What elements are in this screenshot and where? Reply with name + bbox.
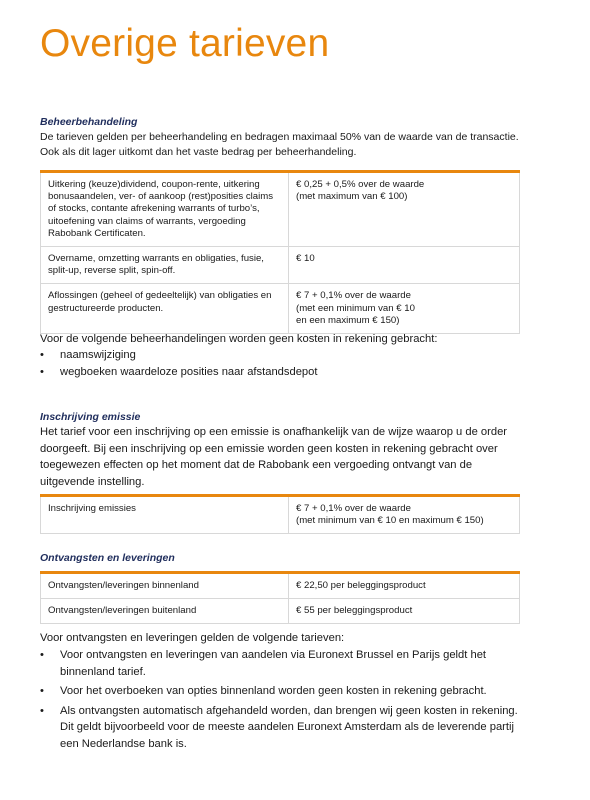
table-row [41,599,520,624]
list-item [40,703,520,753]
beheer-rates-table [40,170,520,334]
page-title: Overige tarieven [40,22,330,65]
rate-value: € 7 + 0,1% over de waarde (met minimum van € 10 en maximum € 150) [296,503,484,527]
ontvangsten-outro: Voor ontvangsten en leveringen gelden de volgende tarieven: [40,632,345,644]
rate-value: € 10 [296,253,315,265]
table-row [41,496,520,534]
bullet-icon: • [40,649,44,661]
bullet-icon: • [40,685,44,697]
beheer-intro: De tarieven gelden per beheerhandeling en bedragen maximaal 50% van de waarde van de transactie. Ook als dit lager uitkomt dan het vaste bedrag per beheerhandeling. [40,131,519,158]
table-cell-value [289,247,520,284]
table-cell-value [289,284,520,334]
rate-value: € 0,25 + 0,5% over de waarde (met maximum van € 100) [296,179,425,203]
list-item-text: Voor ontvangsten en leveringen van aandelen via Euronext Brussel en Parijs geldt het binnenland tarief. [60,649,487,678]
table-row [41,172,520,247]
table-cell-label: Ontvangsten/leveringen binnenland [41,573,289,599]
table-cell-label: Inschrijving emissies [41,496,289,534]
bullet-icon: • [40,349,44,361]
list-item [40,683,520,700]
table-cell-label: Ontvangsten/leveringen buitenland [41,599,289,624]
list-item-text: wegboeken waardeloze posities naar afstandsdepot [60,365,318,378]
list-item-text: Als ontvangsten automatisch afgehandeld worden, dan brengen wij geen kosten in rekening. Dit geldt bijvoorbeeld voor de meeste aandelen Euronext Amsterdam als de leverende partij een Nederlandse bank is. [60,704,518,750]
bullet-icon: • [40,704,44,717]
no-cost-intro: Voor de volgende beheerhandelingen worden geen kosten in rekening gebracht: [40,333,438,345]
table-cell-label: Overname, omzetting warrants en obligaties, fusie, split-up, reverse split, spin-off. [41,247,289,284]
list-item [40,347,520,364]
table-row [41,284,520,334]
rate-value: € 7 + 0,1% over de waarde (met een minimum van € 10 en een maximum € 150) [296,290,415,326]
table-cell-value [289,172,520,247]
emissie-intro: Het tarief voor een inschrijving op een emissie is onafhankelijk van de wijze waarop u de order doorgeeft. Bij een inschrijving op een emissie worden geen kosten in rekening gebracht over toegewezen effecten op het moment dat de Rabobank een vergoeding ontvangt van de uitgevende instelling. [40,426,508,488]
table-cell-value: € 22,50 per beleggingsproduct [289,573,520,599]
table-cell-label: Aflossingen (geheel of gedeeltelijk) van obligaties en gestructureerde producten. [41,284,289,334]
section-heading-ontvangsten: Ontvangsten en leveringen [40,552,175,564]
table-row [41,573,520,599]
list-item [40,647,520,680]
bullet-icon: • [40,365,44,378]
ontvangsten-rates-table [40,571,520,624]
table-cell-value: € 55 per beleggingsproduct [289,599,520,624]
section-heading-inschrijving-emissie: Inschrijving emissie [40,411,141,423]
ontvangsten-list [40,647,520,752]
no-cost-list [40,347,520,380]
list-item-text: naamswijziging [60,349,136,361]
table-cell-value [289,496,520,534]
table-cell-label: Uitkering (keuze)dividend, coupon-rente, uitkering bonusaandelen, ver- of aankoop (rest)posities claims of stocks, contante afrekening warrants of turbo’s, uitoefening van claims of warrants, vergoeding Rabobank Certificaten. [41,172,289,247]
section-heading-beheerbehandeling: Beheerbehandeling [40,116,138,128]
emissie-rates-table [40,494,520,534]
table-row [41,247,520,284]
list-item [40,364,520,381]
list-item-text: Voor het overboeken van opties binnenland worden geen kosten in rekening gebracht. [60,685,487,697]
